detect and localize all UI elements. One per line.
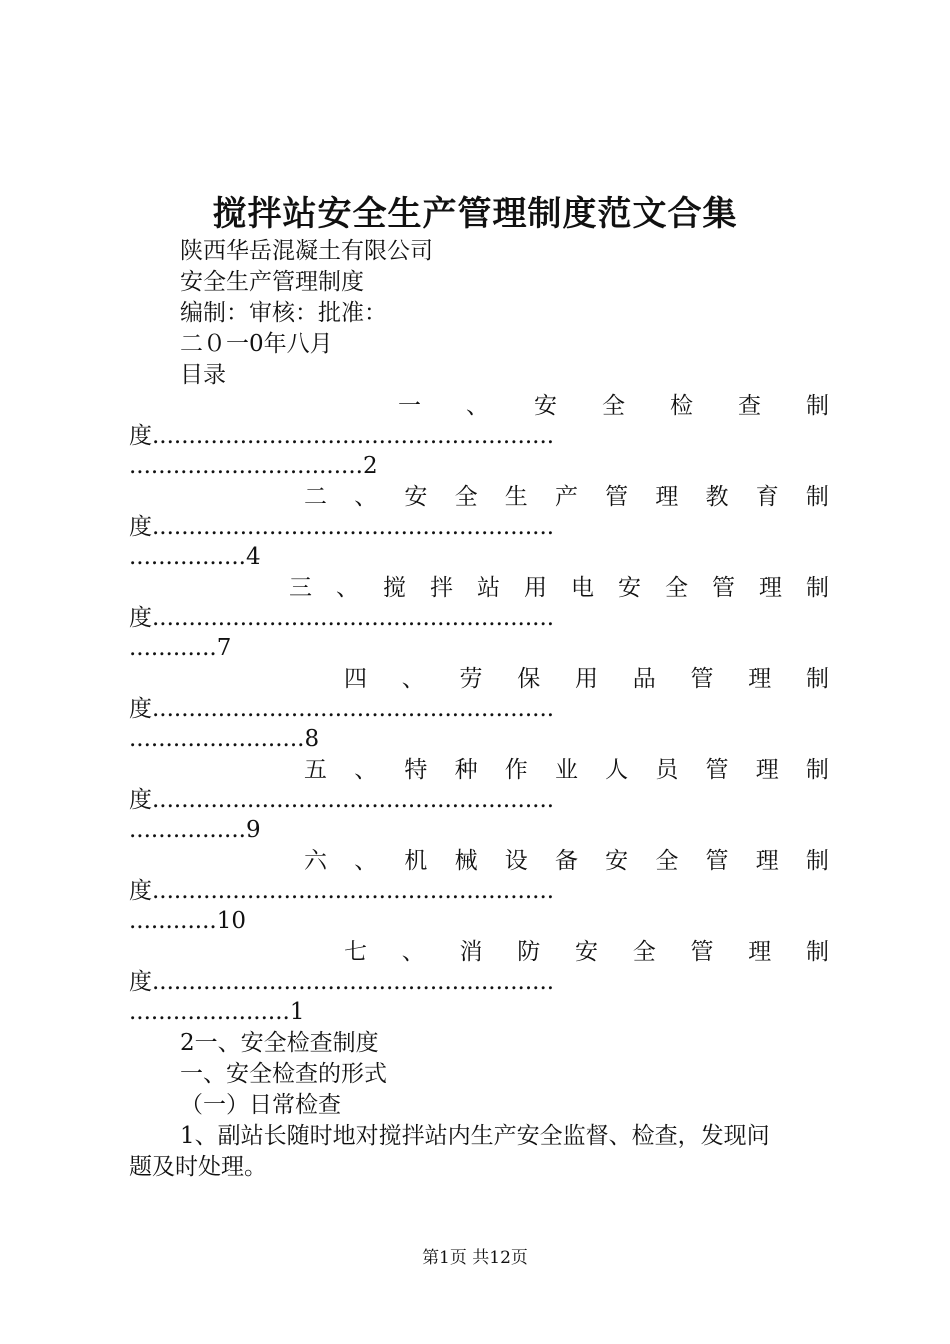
toc-title-char: 备 xyxy=(554,848,578,874)
toc-title-char: 品 xyxy=(632,666,656,692)
toc-title-char: 查 xyxy=(738,393,761,419)
toc-entry-page: ................4 xyxy=(129,544,261,570)
document-title: 搅拌站安全生产管理制度范文合集 xyxy=(212,194,738,234)
toc-title-char: 用 xyxy=(575,666,598,692)
toc-title-char: 全 xyxy=(665,575,688,601)
toc-title-char: 人 xyxy=(605,757,629,783)
toc-entry-title[interactable] xyxy=(304,482,829,512)
toc-title-char: 全 xyxy=(454,484,478,510)
toc-title-char: 理 xyxy=(759,575,782,601)
toc-entry-title[interactable] xyxy=(344,664,829,694)
toc-entry-page: ............7 xyxy=(129,635,232,661)
toc-title-char: 搅 xyxy=(383,575,406,601)
toc-entry-leader: 度....................................................... xyxy=(129,787,555,813)
toc-entry-title[interactable] xyxy=(344,937,829,967)
toc-title-char: 站 xyxy=(477,575,500,601)
toc-entry-leader: 度....................................................... xyxy=(129,605,555,631)
toc-entry-leader: 度....................................................... xyxy=(129,514,555,540)
toc-title-char: 安 xyxy=(575,939,598,965)
toc-entry-page: ........................8 xyxy=(129,726,320,752)
toc-title-char: 、 xyxy=(401,666,425,692)
toc-title-char: 四 xyxy=(344,666,367,692)
toc-title-char: 管 xyxy=(690,666,714,692)
toc-entry-leader: 度....................................................... xyxy=(129,696,555,722)
toc-title-char: 、 xyxy=(336,575,359,601)
toc-title-char: 管 xyxy=(690,939,714,965)
toc-title-char: 制 xyxy=(806,575,829,601)
toc-title-char: 六 xyxy=(304,848,327,874)
toc-entry-leader: 度....................................................... xyxy=(129,423,555,449)
date-line: 二０一0年八月 xyxy=(180,331,333,357)
toc-title-char: 全 xyxy=(655,848,679,874)
toc-title-char: 制 xyxy=(805,757,829,783)
toc-title-char: 用 xyxy=(524,575,547,601)
toc-title-char: 全 xyxy=(602,393,625,419)
toc-title-char: 理 xyxy=(655,484,679,510)
toc-title-char: 三 xyxy=(289,575,312,601)
toc-title-char: 理 xyxy=(748,666,772,692)
toc-entry-page: ............10 xyxy=(129,908,246,934)
body-paragraph-continued: 题及时处理。 xyxy=(129,1154,267,1180)
toc-title-char: 业 xyxy=(554,757,578,783)
toc-entry-title[interactable] xyxy=(398,391,829,421)
toc-title-char: 保 xyxy=(517,666,541,692)
toc-title-char: 种 xyxy=(454,757,478,783)
toc-title-char: 一 xyxy=(398,393,421,419)
toc-title-char: 五 xyxy=(304,757,327,783)
toc-title-char: 制 xyxy=(806,393,829,419)
toc-title-char: 防 xyxy=(517,939,541,965)
toc-title-char: 制 xyxy=(806,666,829,692)
toc-title-char: 理 xyxy=(748,939,772,965)
toc-title-char: 安 xyxy=(404,484,428,510)
toc-heading: 目录 xyxy=(180,362,226,388)
toc-title-char: 管 xyxy=(605,484,629,510)
toc-title-char: 设 xyxy=(504,848,528,874)
toc-title-char: 拌 xyxy=(430,575,453,601)
toc-title-char: 教 xyxy=(705,484,729,510)
toc-title-char: 消 xyxy=(459,939,483,965)
toc-title-char: 管 xyxy=(705,757,729,783)
toc-title-char: 生 xyxy=(504,484,528,510)
toc-title-char: 管 xyxy=(712,575,735,601)
toc-title-char: 全 xyxy=(632,939,656,965)
page-footer: 第1页 共12页 xyxy=(422,1248,528,1268)
toc-title-char: 械 xyxy=(454,848,478,874)
toc-title-char: 、 xyxy=(401,939,425,965)
toc-title-char: 理 xyxy=(755,757,779,783)
toc-title-char: 作 xyxy=(504,757,528,783)
toc-title-char: 机 xyxy=(404,848,428,874)
toc-entry-page: ......................1 xyxy=(129,999,305,1025)
company-name: 陕西华岳混凝土有限公司 xyxy=(180,238,433,264)
toc-title-char: 安 xyxy=(534,393,557,419)
toc-title-char: 检 xyxy=(670,393,693,419)
toc-title-char: 员 xyxy=(655,757,679,783)
toc-title-char: 、 xyxy=(466,393,489,419)
toc-title-char: 制 xyxy=(805,484,829,510)
toc-title-char: 制 xyxy=(805,848,829,874)
body-line: 2一、安全检查制度 xyxy=(180,1030,379,1056)
toc-entry-title[interactable] xyxy=(289,573,829,603)
body-line: 一、安全检查的形式 xyxy=(180,1061,387,1087)
approval-line: 编制：审核：批准： xyxy=(180,300,387,326)
toc-entry-page: ................9 xyxy=(129,817,261,843)
toc-title-char: 特 xyxy=(404,757,428,783)
toc-entry-leader: 度....................................................... xyxy=(129,878,555,904)
toc-entry-leader: 度....................................................... xyxy=(129,969,555,995)
toc-entry-page: ................................2 xyxy=(129,453,378,479)
toc-title-char: 理 xyxy=(755,848,779,874)
toc-entry-title[interactable] xyxy=(304,755,829,785)
toc-title-char: 产 xyxy=(554,484,578,510)
toc-title-char: 安 xyxy=(605,848,629,874)
toc-title-char: 劳 xyxy=(459,666,483,692)
toc-title-char: 、 xyxy=(354,757,378,783)
toc-title-char: 、 xyxy=(354,484,378,510)
toc-title-char: 管 xyxy=(705,848,729,874)
toc-title-char: 制 xyxy=(806,939,829,965)
toc-title-char: 七 xyxy=(344,939,367,965)
document-subtitle: 安全生产管理制度 xyxy=(180,269,364,295)
toc-entry-title[interactable] xyxy=(304,846,829,876)
body-paragraph: 1、副站长随时地对搅拌站内生产安全监督、检查，发现问 xyxy=(180,1123,770,1149)
toc-title-char: 、 xyxy=(354,848,378,874)
toc-title-char: 安 xyxy=(618,575,641,601)
toc-title-char: 电 xyxy=(571,575,594,601)
body-line: （一）日常检查 xyxy=(180,1092,341,1118)
toc-title-char: 育 xyxy=(755,484,779,510)
toc-title-char: 二 xyxy=(304,484,327,510)
